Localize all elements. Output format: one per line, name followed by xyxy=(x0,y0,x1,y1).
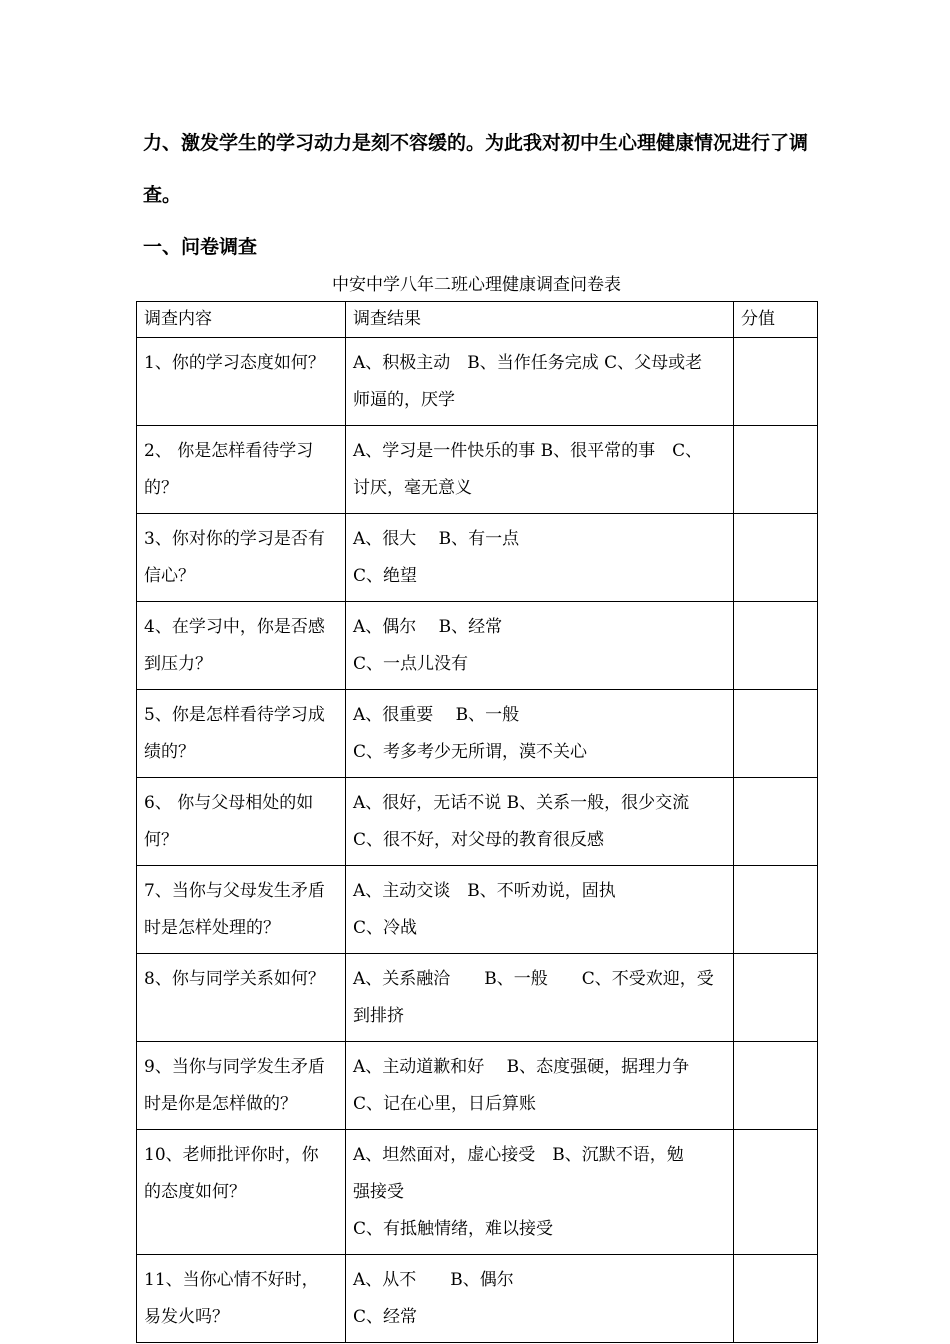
answer-cell xyxy=(346,514,734,602)
table-row xyxy=(137,426,818,514)
question-cell xyxy=(137,866,346,954)
answer-cell-line: C、很不好，对父母的教育很反感 xyxy=(353,830,605,850)
table-row xyxy=(137,1042,818,1130)
question-cell-line: 6、 你与父母相处的如 xyxy=(144,793,314,813)
answer-cell-line: C、绝望 xyxy=(353,566,418,586)
question-cell-line: 绩的？ xyxy=(144,742,195,762)
question-cell-line: 3、你对你的学习是否有 xyxy=(144,529,325,549)
table-row xyxy=(137,1255,818,1343)
answer-cell-line: A、关系融洽 B、一般 C、不受欢迎，受 xyxy=(353,969,714,989)
table-caption: 中安中学八年二班心理健康调查问卷表 xyxy=(332,275,621,295)
question-cell xyxy=(137,514,346,602)
answer-cell xyxy=(346,602,734,690)
answer-cell-line: 讨厌，毫无意义 xyxy=(353,478,472,498)
answer-cell-line: A、很好，无话不说 B、关系一般，很少交流 xyxy=(353,793,690,813)
answer-cell-line: C、一点儿没有 xyxy=(353,654,469,674)
answer-cell-line: C、经常 xyxy=(353,1307,418,1327)
score-cell xyxy=(734,1255,818,1343)
answer-cell xyxy=(346,866,734,954)
table-row xyxy=(137,866,818,954)
survey-table xyxy=(136,301,818,1343)
answer-cell-line: C、考多考少无所谓，漠不关心 xyxy=(353,742,588,762)
answer-cell xyxy=(346,1042,734,1130)
question-cell xyxy=(137,1255,346,1343)
question-cell-line: 8、你与同学关系如何？ xyxy=(144,969,325,989)
question-cell-line: 4、在学习中，你是否感 xyxy=(144,617,325,637)
score-cell xyxy=(734,1042,818,1130)
table-row xyxy=(137,338,818,426)
intro-line-2: 查。 xyxy=(143,184,182,206)
question-cell-line: 1、你的学习态度如何？ xyxy=(144,353,325,373)
table-row xyxy=(137,602,818,690)
header-result: 调查结果 xyxy=(346,302,734,338)
question-cell xyxy=(137,690,346,778)
answer-cell xyxy=(346,954,734,1042)
answer-cell-line: A、学习是一件快乐的事 B、很平常的事 C、 xyxy=(353,441,703,461)
answer-cell-line: 到排挤 xyxy=(353,1006,404,1026)
question-cell-line: 到压力？ xyxy=(144,654,212,674)
answer-cell xyxy=(346,426,734,514)
question-cell xyxy=(137,338,346,426)
answer-cell-line: A、主动道歉和好 B、态度强硬，据理力争 xyxy=(353,1057,690,1077)
answer-cell-line: C、有抵触情绪，难以接受 xyxy=(353,1219,554,1239)
question-cell-line: 5、你是怎样看待学习成 xyxy=(144,705,325,725)
score-cell xyxy=(734,514,818,602)
question-cell-line: 的态度如何？ xyxy=(144,1182,246,1202)
question-cell-line: 11、当你心情不好时， xyxy=(144,1270,319,1290)
question-cell-line: 时是怎样处理的？ xyxy=(144,918,280,938)
header-content: 调查内容 xyxy=(137,302,346,338)
question-cell-line: 2、 你是怎样看待学习 xyxy=(144,441,314,461)
section-heading: 一、问卷调查 xyxy=(143,236,258,258)
score-cell xyxy=(734,338,818,426)
answer-cell-line: A、很重要 B、一般 xyxy=(353,705,520,725)
question-cell xyxy=(137,1042,346,1130)
answer-cell-line: A、很大 B、有一点 xyxy=(353,529,520,549)
answer-cell-line: 强接受 xyxy=(353,1182,404,1202)
question-cell xyxy=(137,602,346,690)
question-cell-line: 时是你是怎样做的？ xyxy=(144,1094,297,1114)
score-cell xyxy=(734,690,818,778)
score-cell xyxy=(734,954,818,1042)
question-cell xyxy=(137,1130,346,1255)
question-cell-line: 易发火吗？ xyxy=(144,1307,229,1327)
answer-cell-line: C、冷战 xyxy=(353,918,418,938)
answer-cell xyxy=(346,1130,734,1255)
answer-cell-line: A、从不 B、偶尔 xyxy=(353,1270,514,1290)
answer-cell xyxy=(346,338,734,426)
answer-cell-line: 师逼的，厌学 xyxy=(353,390,455,410)
question-cell xyxy=(137,778,346,866)
score-cell xyxy=(734,426,818,514)
score-cell xyxy=(734,866,818,954)
question-cell-line: 7、当你与父母发生矛盾 xyxy=(144,881,325,901)
question-cell-line: 何？ xyxy=(144,830,178,850)
question-cell-line: 信心？ xyxy=(144,566,195,586)
answer-cell xyxy=(346,690,734,778)
answer-cell-line: A、积极主动 B、当作任务完成 C、父母或老 xyxy=(353,353,703,373)
table-row xyxy=(137,1130,818,1255)
score-cell xyxy=(734,778,818,866)
question-cell xyxy=(137,954,346,1042)
answer-cell xyxy=(346,778,734,866)
question-cell xyxy=(137,426,346,514)
header-score: 分值 xyxy=(734,302,818,338)
table-row xyxy=(137,514,818,602)
answer-cell-line: C、记在心里，日后算账 xyxy=(353,1094,537,1114)
question-cell-line: 的？ xyxy=(144,478,178,498)
answer-cell xyxy=(346,1255,734,1343)
table-row xyxy=(137,954,818,1042)
question-cell-line: 10、老师批评你时，你 xyxy=(144,1145,319,1165)
answer-cell-line: A、偶尔 B、经常 xyxy=(353,617,503,637)
score-cell xyxy=(734,1130,818,1255)
question-cell-line: 9、当你与同学发生矛盾 xyxy=(144,1057,325,1077)
score-cell xyxy=(734,602,818,690)
answer-cell-line: A、坦然面对，虚心接受 B、沉默不语，勉 xyxy=(353,1145,684,1165)
intro-line-1: 力、激发学生的学习动力是刻不容缓的。为此我对初中生心理健康情况进行了调 xyxy=(143,132,809,154)
table-row xyxy=(137,778,818,866)
table-row xyxy=(137,690,818,778)
answer-cell-line: A、主动交谈 B、不听劝说，固执 xyxy=(353,881,616,901)
table-header-row xyxy=(137,302,818,338)
